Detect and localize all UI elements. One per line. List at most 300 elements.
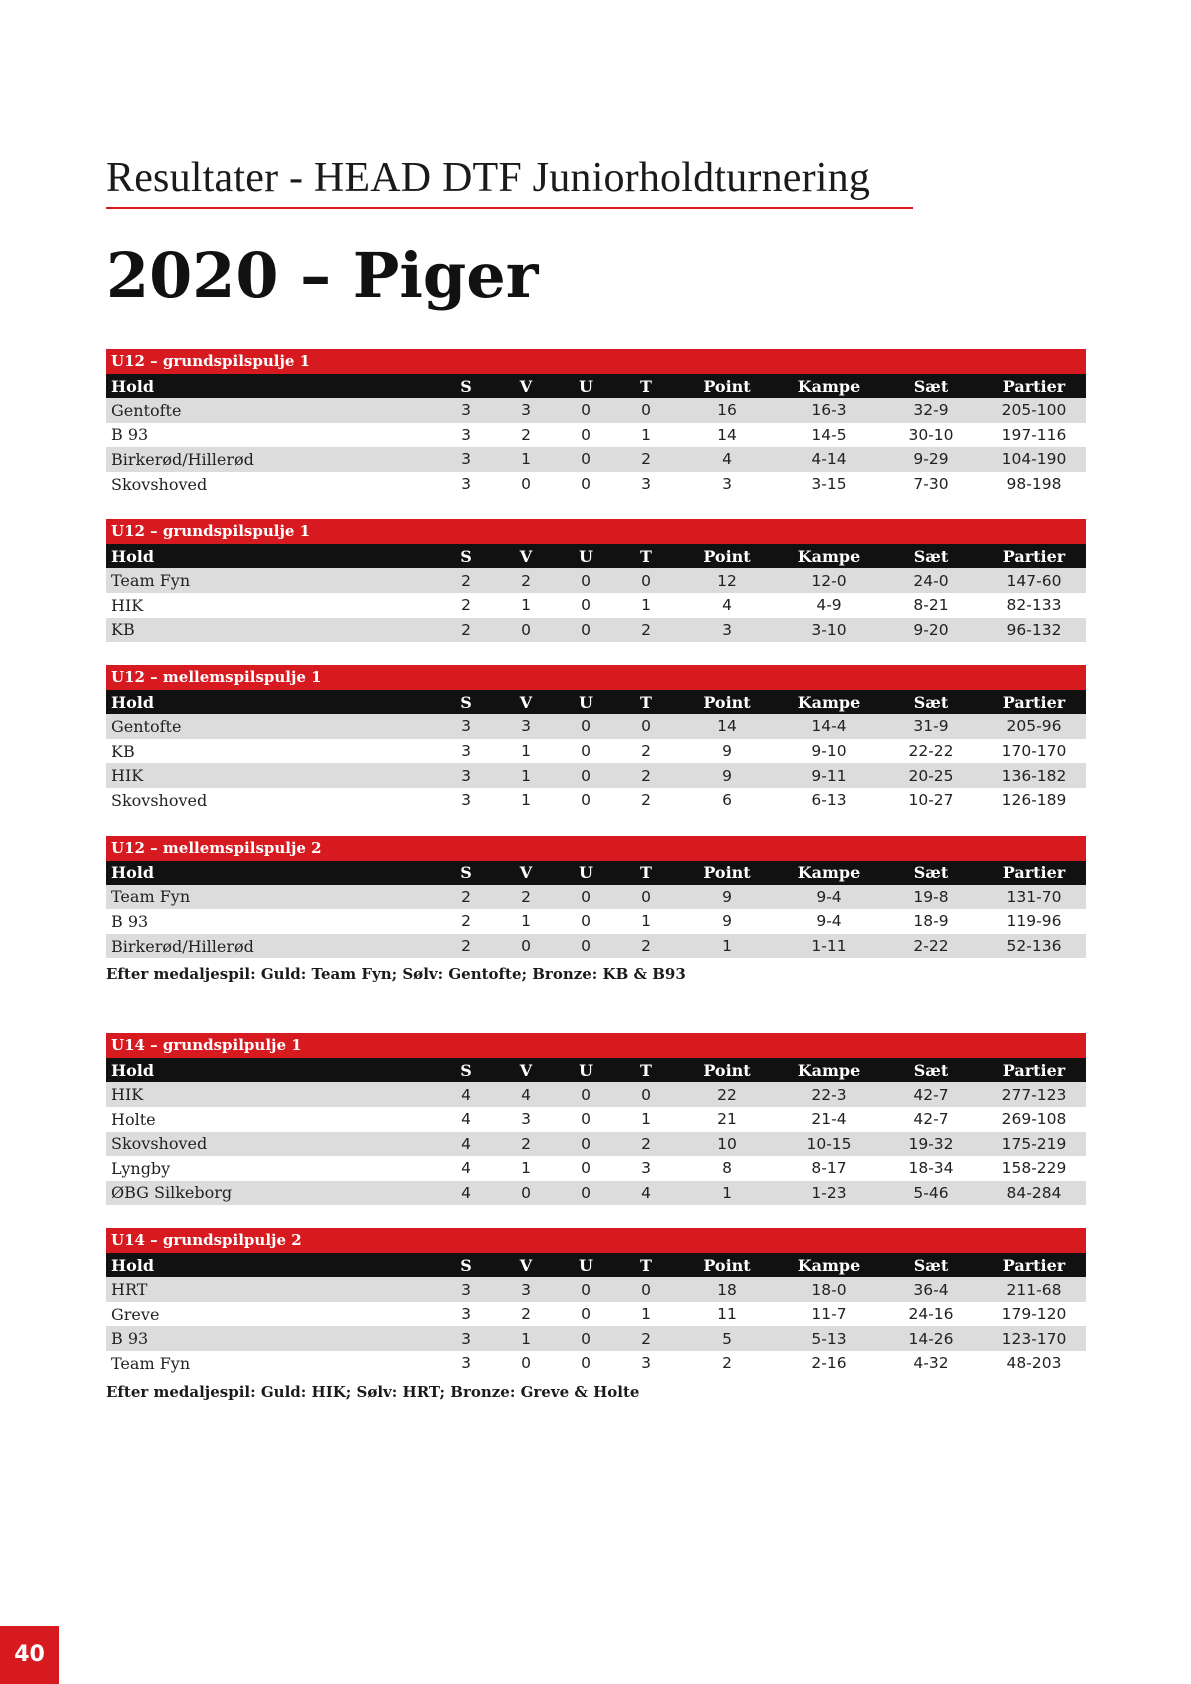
table-cell: 22-22 [908, 742, 954, 761]
table-row [106, 423, 1086, 448]
table-cell: 9-20 [913, 620, 949, 639]
column-header: Partier [1002, 1060, 1066, 1080]
table-cell: 104-190 [1001, 450, 1067, 469]
section-title: U12 – grundspilspulje 1 [106, 349, 1086, 374]
table-cell: 16-3 [811, 401, 847, 420]
section-title: U12 – grundspilspulje 1 [106, 519, 1086, 544]
table-cell: 4-32 [913, 1354, 949, 1373]
team-name: HIK [111, 595, 144, 615]
table-cell: 2 [461, 912, 471, 931]
table-cell: 8-21 [913, 596, 949, 615]
table-cell: 3 [461, 766, 471, 785]
column-header: Partier [1002, 1255, 1066, 1275]
table-cell: 9 [722, 887, 732, 906]
column-header: Point [703, 546, 751, 566]
table-cell: 18 [717, 1280, 737, 1299]
table-cell: 3 [461, 717, 471, 736]
table-cell: 4 [461, 1110, 471, 1129]
table-cell: 3 [521, 1280, 531, 1299]
table-cell: 30-10 [908, 425, 954, 444]
table-cell: 5-13 [811, 1329, 847, 1348]
table-cell: 0 [581, 1329, 591, 1348]
table-cell: 277-123 [1001, 1085, 1067, 1104]
team-name: B 93 [111, 425, 149, 445]
table-cell: 14 [717, 425, 737, 444]
column-header: Kampe [797, 1255, 861, 1275]
medal-note: Efter medaljespil: Guld: Team Fyn; Sølv: Gentofte; Bronze: KB & B93 [106, 965, 686, 984]
team-name: Skovshoved [111, 474, 208, 494]
table-cell: 0 [581, 1085, 591, 1104]
column-header: S [460, 1060, 472, 1080]
table-row [106, 885, 1086, 910]
table-cell: 1 [521, 1159, 531, 1178]
team-name: Gentofte [111, 716, 182, 736]
table-cell: 205-96 [1006, 717, 1062, 736]
column-header: Sæt [913, 1060, 949, 1080]
team-name: Team Fyn [111, 1353, 191, 1373]
header-rule [106, 207, 913, 209]
table-row [106, 1302, 1086, 1327]
team-name: Greve [111, 1304, 160, 1324]
table-cell: 42-7 [913, 1085, 949, 1104]
column-header: Point [703, 1060, 751, 1080]
table-row [106, 714, 1086, 739]
table-cell: 1-23 [811, 1183, 847, 1202]
document-header [106, 152, 913, 209]
results-table [106, 1228, 1086, 1404]
table-cell: 82-133 [1006, 596, 1062, 615]
table-cell: 1 [641, 425, 651, 444]
table-cell: 0 [581, 620, 591, 639]
table-row [106, 472, 1086, 497]
table-header-row [106, 1058, 1086, 1082]
table-cell: 0 [581, 1183, 591, 1202]
table-cell: 0 [581, 766, 591, 785]
table-row [106, 568, 1086, 593]
column-header: V [519, 692, 533, 712]
column-header: S [460, 692, 472, 712]
table-cell: 0 [581, 1159, 591, 1178]
team-name: KB [111, 741, 135, 761]
table-cell: 3 [461, 742, 471, 761]
table-cell: 179-120 [1001, 1305, 1067, 1324]
table-cell: 9 [722, 766, 732, 785]
table-cell: 48-203 [1006, 1354, 1062, 1373]
table-cell: 126-189 [1001, 791, 1067, 810]
table-cell: 2 [641, 937, 651, 956]
column-header: V [519, 1255, 533, 1275]
table-cell: 5 [722, 1329, 732, 1348]
results-table [106, 836, 1086, 988]
table-cell: 12 [717, 571, 737, 590]
column-header: Partier [1002, 546, 1066, 566]
column-header: Sæt [913, 546, 949, 566]
table-cell: 22-3 [811, 1085, 847, 1104]
table-cell: 3 [521, 717, 531, 736]
table-cell: 14-26 [908, 1329, 954, 1348]
column-header: Hold [111, 1060, 155, 1080]
table-cell: 12-0 [811, 571, 847, 590]
table-cell: 1 [641, 1110, 651, 1129]
table-cell: 3 [461, 425, 471, 444]
team-name: HIK [111, 1085, 144, 1105]
section-title: U12 – mellemspilspulje 2 [106, 836, 1086, 861]
table-cell: 2 [461, 887, 471, 906]
table-cell: 2 [521, 425, 531, 444]
table-cell: 3 [461, 1329, 471, 1348]
table-row [106, 1277, 1086, 1302]
table-cell: 1 [521, 742, 531, 761]
table-row [106, 909, 1086, 934]
table-cell: 0 [581, 1110, 591, 1129]
table-cell: 147-60 [1006, 571, 1062, 590]
team-name: ØBG Silkeborg [111, 1183, 233, 1203]
table-row [106, 763, 1086, 788]
table-cell: 4 [461, 1085, 471, 1104]
table-cell: 0 [581, 912, 591, 931]
table-body [106, 544, 1086, 642]
column-header: S [460, 376, 472, 396]
table-cell: 98-198 [1006, 475, 1062, 494]
column-header: U [579, 376, 593, 396]
table-cell: 6 [722, 791, 732, 810]
table-body [106, 1058, 1086, 1205]
column-header: U [579, 1060, 593, 1080]
table-cell: 19-32 [908, 1134, 954, 1153]
table-cell: 22 [717, 1085, 737, 1104]
table-header-row [106, 1253, 1086, 1277]
table-cell: 1 [521, 912, 531, 931]
table-cell: 0 [581, 1134, 591, 1153]
table-header-row [106, 374, 1086, 398]
team-name: HIK [111, 766, 144, 786]
table-cell: 0 [641, 717, 651, 736]
table-cell: 0 [581, 425, 591, 444]
table-cell: 18-0 [811, 1280, 847, 1299]
results-table [106, 349, 1086, 496]
table-row [106, 934, 1086, 959]
table-cell: 10-15 [806, 1134, 852, 1153]
table-cell: 4 [461, 1183, 471, 1202]
table-cell: 3 [461, 1280, 471, 1299]
table-cell: 9-10 [811, 742, 847, 761]
table-cell: 3 [461, 475, 471, 494]
table-cell: 0 [641, 401, 651, 420]
table-body [106, 374, 1086, 496]
column-header: V [519, 376, 533, 396]
table-cell: 269-108 [1001, 1110, 1067, 1129]
table-cell: 1 [641, 1305, 651, 1324]
team-name: Birkerød/Hillerød [111, 449, 254, 469]
column-header: Kampe [797, 1060, 861, 1080]
table-cell: 3 [641, 475, 651, 494]
table-cell: 1 [641, 596, 651, 615]
table-cell: 0 [581, 475, 591, 494]
section-title: U14 – grundspilpulje 1 [106, 1033, 1086, 1058]
column-header: Hold [111, 1255, 155, 1275]
column-header: Kampe [797, 863, 861, 883]
table-cell: 0 [521, 1354, 531, 1373]
table-cell: 4 [641, 1183, 651, 1202]
table-row [106, 788, 1086, 813]
table-cell: 0 [581, 1354, 591, 1373]
table-body [106, 1253, 1086, 1375]
column-header: T [640, 1255, 652, 1275]
table-cell: 2 [641, 766, 651, 785]
table-cell: 1 [641, 912, 651, 931]
table-cell: 0 [521, 475, 531, 494]
table-cell: 2-22 [913, 937, 949, 956]
column-header: Kampe [797, 546, 861, 566]
team-name: B 93 [111, 911, 149, 931]
column-header: Sæt [913, 376, 949, 396]
team-name: Holte [111, 1109, 156, 1129]
table-cell: 11 [717, 1305, 737, 1324]
table-cell: 9 [722, 912, 732, 931]
column-header: Partier [1002, 376, 1066, 396]
table-cell: 4 [461, 1134, 471, 1153]
column-header: Hold [111, 692, 155, 712]
table-cell: 19-8 [913, 887, 949, 906]
table-cell: 2 [521, 1305, 531, 1324]
table-cell: 0 [641, 887, 651, 906]
table-cell: 2 [641, 1134, 651, 1153]
column-header: T [640, 546, 652, 566]
page-title: 2020 – Piger [106, 239, 539, 312]
table-cell: 0 [521, 1183, 531, 1202]
table-row [106, 1181, 1086, 1206]
column-header: T [640, 376, 652, 396]
table-cell: 9-11 [811, 766, 847, 785]
table-cell: 4 [722, 596, 732, 615]
table-row [106, 1132, 1086, 1157]
column-header: U [579, 1255, 593, 1275]
table-cell: 0 [581, 742, 591, 761]
column-header: Partier [1002, 692, 1066, 712]
table-cell: 2 [722, 1354, 732, 1373]
column-header: Point [703, 863, 751, 883]
table-cell: 3 [461, 1305, 471, 1324]
team-name: Team Fyn [111, 887, 191, 907]
table-cell: 2 [521, 1134, 531, 1153]
column-header: Point [703, 692, 751, 712]
column-header: Sæt [913, 692, 949, 712]
table-cell: 14-5 [811, 425, 847, 444]
table-cell: 11-7 [811, 1305, 847, 1324]
column-header: U [579, 692, 593, 712]
table-cell: 0 [641, 1280, 651, 1299]
table-cell: 2 [461, 571, 471, 590]
table-cell: 9-29 [913, 450, 949, 469]
table-cell: 32-9 [913, 401, 949, 420]
table-cell: 0 [581, 791, 591, 810]
table-cell: 119-96 [1006, 912, 1062, 931]
table-cell: 2 [641, 1329, 651, 1348]
table-cell: 136-182 [1001, 766, 1067, 785]
table-cell: 10-27 [908, 791, 954, 810]
table-cell: 1 [521, 450, 531, 469]
table-cell: 2 [521, 887, 531, 906]
column-header: Point [703, 376, 751, 396]
team-name: Birkerød/Hillerød [111, 936, 254, 956]
table-cell: 3 [521, 401, 531, 420]
table-cell: 2 [641, 742, 651, 761]
table-cell: 0 [581, 596, 591, 615]
column-header: Partier [1002, 863, 1066, 883]
table-cell: 3 [461, 1354, 471, 1373]
column-header: T [640, 1060, 652, 1080]
section-title: U12 – mellemspilspulje 1 [106, 665, 1086, 690]
column-header: Hold [111, 863, 155, 883]
table-row [106, 739, 1086, 764]
table-cell: 0 [521, 620, 531, 639]
table-cell: 2-16 [811, 1354, 847, 1373]
column-header: V [519, 863, 533, 883]
table-cell: 3-15 [811, 475, 847, 494]
table-cell: 1 [722, 1183, 732, 1202]
table-cell: 3 [641, 1354, 651, 1373]
table-cell: 0 [581, 887, 591, 906]
table-cell: 0 [581, 401, 591, 420]
table-cell: 0 [581, 450, 591, 469]
table-cell: 3 [461, 450, 471, 469]
column-header: Sæt [913, 1255, 949, 1275]
table-row [106, 618, 1086, 643]
table-cell: 52-136 [1006, 937, 1062, 956]
results-table [106, 665, 1086, 812]
table-cell: 1-11 [811, 937, 847, 956]
table-cell: 131-70 [1006, 887, 1062, 906]
column-header: V [519, 1060, 533, 1080]
table-cell: 0 [581, 937, 591, 956]
table-cell: 4-14 [811, 450, 847, 469]
column-header: U [579, 863, 593, 883]
table-body [106, 690, 1086, 812]
table-cell: 21 [717, 1110, 737, 1129]
table-cell: 6-13 [811, 791, 847, 810]
page-number: 40 [0, 1626, 59, 1684]
table-cell: 3 [461, 791, 471, 810]
table-cell: 1 [521, 766, 531, 785]
table-cell: 5-46 [913, 1183, 949, 1202]
table-cell: 0 [581, 717, 591, 736]
table-cell: 170-170 [1001, 742, 1067, 761]
table-cell: 1 [722, 937, 732, 956]
section-title: U14 – grundspilpulje 2 [106, 1228, 1086, 1253]
table-header-row [106, 690, 1086, 714]
table-cell: 18-9 [913, 912, 949, 931]
table-cell: 9 [722, 742, 732, 761]
team-name: Skovshoved [111, 1134, 208, 1154]
table-cell: 3 [641, 1159, 651, 1178]
table-cell: 0 [581, 1305, 591, 1324]
column-header: Sæt [913, 863, 949, 883]
team-name: KB [111, 620, 135, 640]
table-cell: 1 [521, 791, 531, 810]
table-cell: 1 [521, 1329, 531, 1348]
table-cell: 4 [521, 1085, 531, 1104]
results-content [106, 349, 1086, 1405]
table-row [106, 1082, 1086, 1107]
column-header: Hold [111, 546, 155, 566]
table-cell: 14 [717, 717, 737, 736]
medal-note: Efter medaljespil: Guld: HIK; Sølv: HRT; Bronze: Greve & Holte [106, 1382, 640, 1401]
table-cell: 7-30 [913, 475, 949, 494]
column-header: U [579, 546, 593, 566]
table-cell: 175-219 [1001, 1134, 1067, 1153]
team-name: Team Fyn [111, 571, 191, 591]
team-name: Gentofte [111, 400, 182, 420]
column-header: Point [703, 1255, 751, 1275]
column-header: Hold [111, 376, 155, 396]
table-cell: 197-116 [1001, 425, 1067, 444]
table-cell: 2 [521, 571, 531, 590]
table-cell: 24-0 [913, 571, 949, 590]
table-cell: 123-170 [1001, 1329, 1067, 1348]
table-cell: 2 [461, 620, 471, 639]
table-cell: 96-132 [1006, 620, 1062, 639]
table-cell: 3 [461, 401, 471, 420]
table-header-row [106, 544, 1086, 568]
table-cell: 2 [461, 937, 471, 956]
table-cell: 0 [581, 571, 591, 590]
table-cell: 84-284 [1006, 1183, 1062, 1202]
column-header: S [460, 863, 472, 883]
table-cell: 3 [722, 620, 732, 639]
table-cell: 4-9 [816, 596, 842, 615]
table-cell: 42-7 [913, 1110, 949, 1129]
table-row [106, 1326, 1086, 1351]
table-cell: 14-4 [811, 717, 847, 736]
table-row [106, 447, 1086, 472]
table-cell: 158-229 [1001, 1159, 1067, 1178]
table-cell: 0 [581, 1280, 591, 1299]
table-cell: 0 [641, 571, 651, 590]
table-cell: 10 [717, 1134, 737, 1153]
results-table [106, 1033, 1086, 1205]
table-cell: 205-100 [1001, 401, 1067, 420]
table-row [106, 1156, 1086, 1181]
table-cell: 20-25 [908, 766, 954, 785]
table-cell: 3-10 [811, 620, 847, 639]
table-cell: 8-17 [811, 1159, 847, 1178]
results-table [106, 519, 1086, 642]
table-cell: 2 [461, 596, 471, 615]
table-cell: 3 [722, 475, 732, 494]
table-body [106, 861, 1086, 959]
header-title: Resultater - HEAD DTF Juniorholdturnering [106, 155, 871, 201]
team-name: Skovshoved [111, 790, 208, 810]
column-header: V [519, 546, 533, 566]
table-cell: 3 [521, 1110, 531, 1129]
team-name: Lyngby [111, 1158, 171, 1178]
table-cell: 0 [641, 1085, 651, 1104]
table-cell: 36-4 [913, 1280, 949, 1299]
table-cell: 4 [722, 450, 732, 469]
team-name: B 93 [111, 1329, 149, 1349]
team-name: HRT [111, 1280, 148, 1300]
table-cell: 2 [641, 450, 651, 469]
table-row [106, 593, 1086, 618]
table-cell: 16 [717, 401, 737, 420]
column-header: S [460, 1255, 472, 1275]
table-cell: 31-9 [913, 717, 949, 736]
column-header: T [640, 863, 652, 883]
table-row [106, 1351, 1086, 1376]
table-cell: 8 [722, 1159, 732, 1178]
table-cell: 211-68 [1006, 1280, 1062, 1299]
table-cell: 0 [521, 937, 531, 956]
